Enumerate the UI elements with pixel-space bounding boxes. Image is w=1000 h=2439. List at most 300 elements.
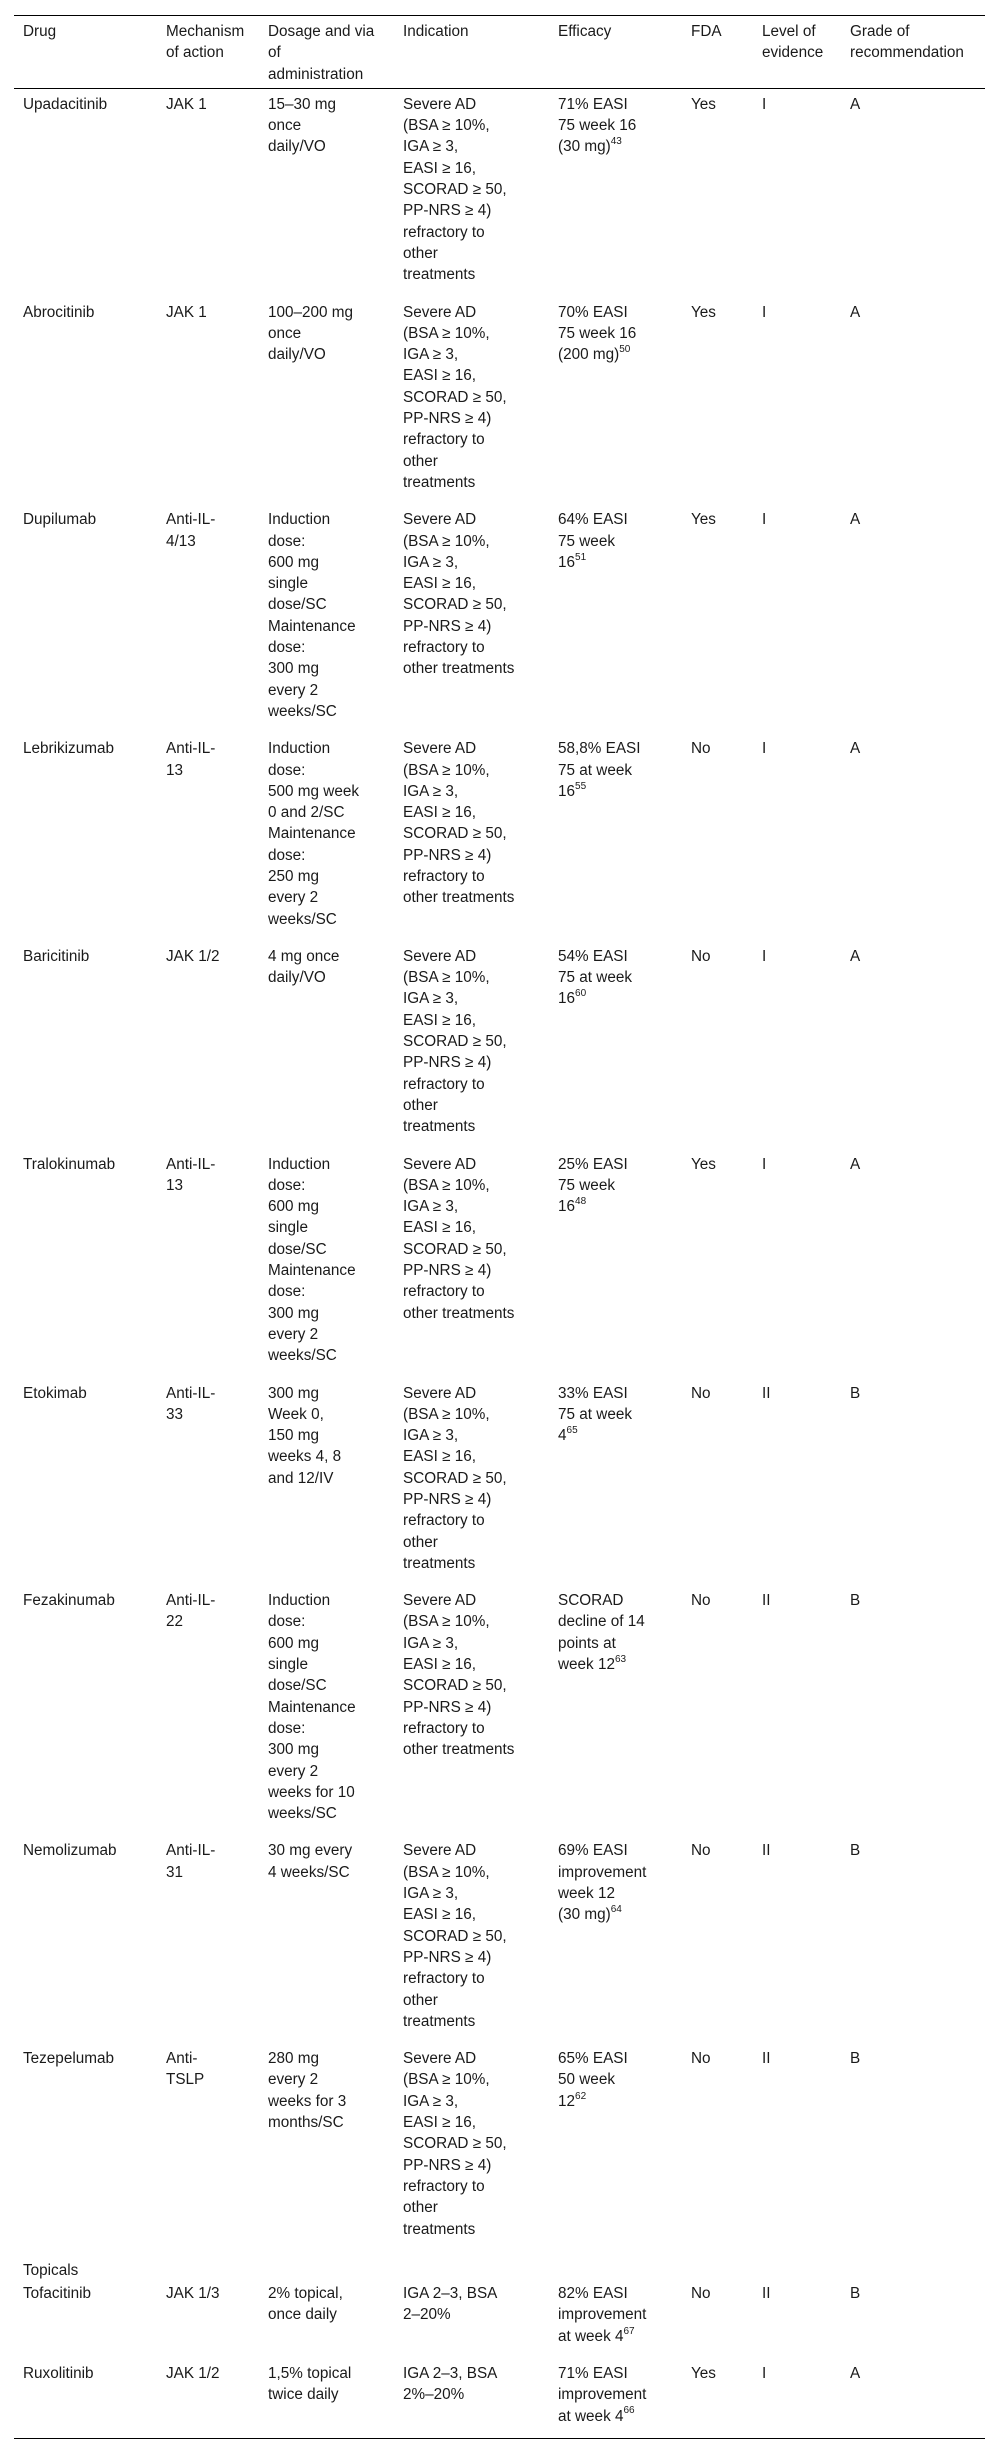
- cell-line: EASI ≥ 16,: [403, 575, 477, 593]
- cell-line: refractory to: [403, 2177, 485, 2195]
- cell-grade: A: [850, 740, 861, 758]
- cell-line: 22: [166, 1613, 184, 1631]
- cell-efficacy: [549, 2043, 682, 2251]
- cell-line: IGA 2–3, BSA: [403, 2285, 498, 2303]
- cell-indication: [394, 1378, 549, 1586]
- cell-line: Severe AD: [403, 947, 477, 965]
- cell-line: 30 mg every: [268, 1842, 353, 1860]
- cell-line: Severe AD: [403, 1155, 477, 1173]
- cell-line: Anti-: [166, 2050, 198, 2068]
- cell-line: refractory to: [403, 223, 485, 241]
- efficacy-text: (30 mg): [558, 138, 611, 156]
- cell-line: [558, 2283, 678, 2304]
- cell-line: [558, 1404, 678, 1425]
- efficacy-text: 50 week: [558, 2071, 615, 2089]
- cell-line: IGA ≥ 3,: [403, 782, 459, 800]
- cell-line: 2–20%: [403, 2306, 451, 2324]
- cell-line: twice daily: [268, 2386, 339, 2404]
- cell-drug: Ruxolitinib: [14, 2358, 157, 2438]
- cell-line: [558, 1654, 678, 1675]
- efficacy-text: 75 week: [558, 532, 615, 550]
- cell-line: every 2: [268, 1762, 319, 1780]
- cell-indication: [394, 88, 549, 296]
- cell-line: 31: [166, 1863, 184, 1881]
- table-row: [14, 1378, 985, 1586]
- cell-line: [558, 1633, 678, 1654]
- cell-efficacy: [549, 2281, 682, 2358]
- cell-line: Maintenance: [268, 617, 356, 635]
- cell-line: (BSA ≥ 10%,: [403, 532, 490, 550]
- efficacy-text: at week 4: [558, 2327, 624, 2345]
- efficacy-text: 75 week 16: [558, 324, 637, 342]
- cell-line: Severe AD: [403, 1842, 477, 1860]
- cell-line: [558, 2304, 678, 2325]
- cell-line: PP-NRS ≥ 4): [403, 410, 492, 428]
- cell-line: 300 mg: [268, 660, 320, 678]
- table-row: [14, 1835, 985, 2043]
- efficacy-text: 71% EASI: [558, 95, 628, 113]
- cell-line: [558, 1425, 678, 1446]
- cell-line: EASI ≥ 16,: [403, 2114, 477, 2132]
- efficacy-text: (200 mg): [558, 346, 620, 364]
- cell-line: EASI ≥ 16,: [403, 159, 477, 177]
- cell-grade: B: [850, 1592, 861, 1610]
- cell-line: dose:: [268, 761, 306, 779]
- cell-line: PP-NRS ≥ 4): [403, 202, 492, 220]
- cell-line: EASI ≥ 16,: [403, 1448, 477, 1466]
- cell-fda: Yes: [691, 95, 716, 113]
- cell-efficacy: [549, 941, 682, 1149]
- cell-mechanism: [157, 1149, 259, 1378]
- cell-line: (BSA ≥ 10%,: [403, 761, 490, 779]
- cell-line: Severe AD: [403, 740, 477, 758]
- cell-fda: Yes: [691, 303, 716, 321]
- efficacy-text: 75 at week: [558, 761, 632, 779]
- cell-fda: No: [691, 947, 711, 965]
- cell-line: 150 mg: [268, 1427, 320, 1445]
- cell-mechanism: [157, 733, 259, 941]
- cell-line: IGA ≥ 3,: [403, 346, 459, 364]
- efficacy-text: 71% EASI: [558, 2364, 628, 2382]
- cell-line: SCORAD ≥ 50,: [403, 596, 507, 614]
- cell-line: treatments: [403, 1118, 476, 1136]
- table-row: [14, 297, 985, 505]
- cell-line: [558, 760, 678, 781]
- cell-line: IGA ≥ 3,: [403, 138, 459, 156]
- cell-dosage: [259, 2358, 394, 2438]
- reference-superscript: 48: [575, 1196, 587, 1208]
- cell-line: Severe AD: [403, 1384, 477, 1402]
- efficacy-text: 12: [558, 2092, 576, 2110]
- cell-line: Maintenance: [268, 825, 356, 843]
- cell-line: 500 mg week: [268, 782, 359, 800]
- cell-level: II: [762, 2050, 771, 2068]
- cell-line: (BSA ≥ 10%,: [403, 1863, 490, 1881]
- efficacy-text: 65% EASI: [558, 2050, 628, 2068]
- cell-drug: Fezakinumab: [23, 1592, 115, 1610]
- cell-level: I: [762, 95, 767, 113]
- cell-level: I: [762, 1155, 767, 1173]
- cell-line: IGA ≥ 3,: [403, 1427, 459, 1445]
- cell-level: I: [762, 303, 767, 321]
- cell-line: [558, 946, 678, 967]
- cell-line: Severe AD: [403, 303, 477, 321]
- cell-line: Induction: [268, 1592, 331, 1610]
- cell-line: refractory to: [403, 639, 485, 657]
- reference-superscript: 50: [619, 344, 631, 356]
- reference-superscript: 63: [614, 1653, 627, 1665]
- efficacy-text: 25% EASI: [558, 1155, 628, 1173]
- cell-drug: Upadacitinib: [23, 95, 108, 113]
- cell-line: of: [268, 44, 281, 62]
- efficacy-text: decline of 14: [558, 1613, 645, 1631]
- cell-line: weeks 4, 8: [268, 1448, 342, 1466]
- cell-line: PP-NRS ≥ 4): [403, 1262, 492, 1280]
- cell-mechanism: [157, 1378, 259, 1586]
- cell-dosage: [259, 941, 394, 1149]
- cell-line: other treatments: [403, 1741, 515, 1759]
- cell-line: 300 mg: [268, 1304, 320, 1322]
- efficacy-text: 69% EASI: [558, 1842, 628, 1860]
- cell-line: SCORAD ≥ 50,: [403, 1033, 507, 1051]
- cell-indication: [394, 1149, 549, 1378]
- cell-line: PP-NRS ≥ 4): [403, 1698, 492, 1716]
- cell-line: [558, 1611, 678, 1632]
- cell-line: EASI ≥ 16,: [403, 804, 477, 822]
- cell-indication: [394, 504, 549, 733]
- cell-line: [558, 988, 678, 1009]
- header-dosage: [259, 16, 394, 89]
- cell-line: [558, 781, 678, 802]
- cell-line: dose/SC: [268, 1240, 327, 1258]
- efficacy-text: 33% EASI: [558, 1384, 628, 1402]
- header-efficacy: [549, 16, 682, 89]
- cell-drug: Dupilumab: [23, 511, 97, 529]
- cell-line: [558, 1840, 678, 1861]
- cell-dosage: [259, 2043, 394, 2251]
- cell-indication: [394, 2358, 549, 2438]
- cell-indication: [394, 2281, 549, 2358]
- cell-line: [558, 1590, 678, 1611]
- efficacy-text: points at: [558, 1634, 616, 1652]
- cell-line: refractory to: [403, 1075, 485, 1093]
- cell-indication: [394, 1835, 549, 2043]
- table-row: [14, 1149, 985, 1378]
- cell-line: 600 mg: [268, 1198, 320, 1216]
- efficacy-text: (30 mg): [558, 1906, 611, 1924]
- reference-superscript: 43: [610, 136, 622, 148]
- cell-line: 600 mg: [268, 1634, 320, 1652]
- cell-level: II: [762, 1842, 771, 1860]
- cell-line: dose/SC: [268, 596, 327, 614]
- cell-line: 100–200 mg: [268, 303, 354, 321]
- cell-drug: Lebrikizumab: [23, 740, 114, 758]
- cell-fda: Yes: [691, 511, 716, 529]
- cell-line: and 12/IV: [268, 1469, 334, 1487]
- cell-line: IGA ≥ 3,: [403, 1198, 459, 1216]
- table-body: [14, 88, 985, 2438]
- cell-line: [558, 1383, 678, 1404]
- cell-line: weeks/SC: [268, 1805, 337, 1823]
- cell-line: refractory to: [403, 1719, 485, 1737]
- cell-line: [558, 2326, 678, 2347]
- cell-line: other: [403, 1096, 438, 1114]
- table-row: [14, 2358, 985, 2438]
- cell-line: PP-NRS ≥ 4): [403, 1054, 492, 1072]
- cell-line: SCORAD ≥ 50,: [403, 2135, 507, 2153]
- cell-efficacy: [549, 733, 682, 941]
- cell-line: dose:: [268, 532, 306, 550]
- cell-efficacy: [549, 1585, 682, 1835]
- cell-line: Anti-IL-: [166, 1842, 216, 1860]
- efficacy-text: 75 at week: [558, 1405, 632, 1423]
- header-grade: [841, 16, 985, 89]
- cell-line: other treatments: [403, 889, 515, 907]
- cell-line: IGA 2–3, BSA: [403, 2364, 498, 2382]
- cell-line: [558, 738, 678, 759]
- cell-line: JAK 1: [166, 303, 207, 321]
- cell-line: other: [403, 1533, 438, 1551]
- cell-line: refractory to: [403, 1512, 485, 1530]
- cell-line: [558, 552, 678, 573]
- cell-line: 600 mg: [268, 553, 320, 571]
- table-row: [14, 1585, 985, 1835]
- efficacy-text: improvement: [558, 1863, 647, 1881]
- cell-line: [558, 2363, 678, 2384]
- cell-efficacy: [549, 1835, 682, 2043]
- cell-line: EASI ≥ 16,: [403, 1906, 477, 1924]
- cell-mechanism: [157, 504, 259, 733]
- cell-line: Maintenance: [268, 1262, 356, 1280]
- efficacy-text: improvement: [558, 2306, 647, 2324]
- cell-line: [558, 1175, 678, 1196]
- cell-line: dose:: [268, 1613, 306, 1631]
- reference-superscript: 64: [610, 1904, 622, 1916]
- cell-level: I: [762, 740, 767, 758]
- efficacy-text: 75 at week: [558, 969, 632, 987]
- cell-line: [558, 2069, 678, 2090]
- cell-line: Anti-IL-: [166, 1592, 216, 1610]
- cell-efficacy: [549, 2358, 682, 2438]
- cell-line: dose:: [268, 1719, 306, 1737]
- cell-fda: No: [691, 2050, 711, 2068]
- cell-line: 1,5% topical: [268, 2364, 352, 2382]
- cell-mechanism: [157, 2043, 259, 2251]
- cell-line: Severe AD: [403, 1592, 477, 1610]
- cell-line: once: [268, 324, 302, 342]
- cell-line: SCORAD ≥ 50,: [403, 388, 507, 406]
- cell-line: SCORAD ≥ 50,: [403, 181, 507, 199]
- cell-line: every 2: [268, 2071, 319, 2089]
- cell-line: (BSA ≥ 10%,: [403, 324, 490, 342]
- cell-drug: Baricitinib: [23, 947, 90, 965]
- header-drug: [14, 16, 157, 89]
- cell-fda: No: [691, 2285, 711, 2303]
- cell-line: 33: [166, 1405, 184, 1423]
- cell-line: EASI ≥ 16,: [403, 1219, 477, 1237]
- cell-line: dose/SC: [268, 1677, 327, 1695]
- cell-line: [558, 967, 678, 988]
- cell-line: (BSA ≥ 10%,: [403, 1405, 490, 1423]
- cell-line: evidence: [762, 44, 824, 62]
- cell-line: daily/VO: [268, 346, 326, 364]
- cell-line: 300 mg: [268, 1741, 320, 1759]
- cell-indication: [394, 297, 549, 505]
- cell-line: [558, 1883, 678, 1904]
- cell-line: SCORAD ≥ 50,: [403, 1469, 507, 1487]
- cell-line: (BSA ≥ 10%,: [403, 969, 490, 987]
- cell-line: other treatments: [403, 660, 515, 678]
- header-row: [14, 16, 985, 89]
- cell-line: [558, 2048, 678, 2069]
- cell-line: (BSA ≥ 10%,: [403, 117, 490, 135]
- cell-line: administration: [268, 65, 364, 83]
- cell-grade: B: [850, 2050, 861, 2068]
- cell-line: [558, 136, 678, 157]
- efficacy-text: 70% EASI: [558, 303, 628, 321]
- cell-grade: A: [841, 2358, 985, 2438]
- cell-line: PP-NRS ≥ 4): [403, 2156, 492, 2174]
- cell-efficacy: [549, 88, 682, 296]
- cell-fda: No: [691, 1384, 711, 1402]
- cell-line: [558, 344, 678, 365]
- cell-line: Anti-IL-: [166, 1384, 216, 1402]
- efficacy-text: 16: [558, 553, 576, 571]
- cell-efficacy: [549, 297, 682, 505]
- cell-line: refractory to: [403, 867, 485, 885]
- header-indication: [394, 16, 549, 89]
- cell-line: 13: [166, 1176, 184, 1194]
- cell-drug: Tralokinumab: [23, 1155, 116, 1173]
- table-row: [14, 88, 985, 296]
- cell-dosage: [259, 1149, 394, 1378]
- cell-line: PP-NRS ≥ 4): [403, 1948, 492, 1966]
- cell-efficacy: [549, 1149, 682, 1378]
- cell-line: treatments: [403, 2012, 476, 2030]
- reference-superscript: 65: [566, 1425, 578, 1437]
- cell-line: [558, 1904, 678, 1925]
- cell-line: weeks for 10: [268, 1783, 355, 1801]
- cell-line: Grade of: [850, 23, 910, 40]
- cell-line: other: [403, 452, 438, 470]
- cell-line: SCORAD ≥ 50,: [403, 1240, 507, 1258]
- cell-line: 280 mg: [268, 2050, 320, 2068]
- cell-line: Level of: [762, 23, 816, 40]
- cell-line: dose:: [268, 1283, 306, 1301]
- cell-line: PP-NRS ≥ 4): [403, 1491, 492, 1508]
- cell-line: 4/13: [166, 532, 196, 550]
- cell-line: 300 mg: [268, 1384, 320, 1402]
- efficacy-text: 4: [558, 1427, 567, 1445]
- cell-grade: A: [850, 95, 861, 113]
- cell-line: dose:: [268, 1176, 306, 1194]
- drug-table: [14, 15, 985, 2439]
- table-row: [14, 941, 985, 1149]
- cell-line: Drug: [23, 23, 57, 40]
- efficacy-text: 54% EASI: [558, 947, 628, 965]
- table-row: [14, 504, 985, 733]
- cell-line: IGA ≥ 3,: [403, 1885, 459, 1903]
- cell-level: II: [762, 1384, 771, 1402]
- cell-line: 250 mg: [268, 867, 320, 885]
- efficacy-text: week 12: [558, 1656, 615, 1674]
- cell-mechanism: [157, 2281, 259, 2358]
- cell-line: PP-NRS ≥ 4): [403, 846, 492, 864]
- cell-mechanism: [157, 2358, 259, 2438]
- cell-grade: A: [850, 303, 861, 321]
- cell-line: FDA: [691, 23, 722, 40]
- cell-line: Efficacy: [558, 23, 612, 40]
- cell-line: EASI ≥ 16,: [403, 367, 477, 385]
- efficacy-text: 16: [558, 1198, 576, 1216]
- cell-drug: Etokimab: [23, 1384, 87, 1402]
- table-row: [14, 2281, 985, 2358]
- cell-line: other: [403, 244, 438, 262]
- cell-line: [558, 2384, 678, 2405]
- efficacy-text: 82% EASI: [558, 2285, 628, 2303]
- cell-line: JAK 1/2: [166, 947, 220, 965]
- cell-line: 2%–20%: [403, 2386, 465, 2404]
- cell-mechanism: [157, 88, 259, 296]
- efficacy-text: 16: [558, 782, 576, 800]
- cell-mechanism: [157, 1835, 259, 2043]
- header-fda: [682, 16, 753, 89]
- cell-indication: [394, 733, 549, 941]
- cell-mechanism: [157, 941, 259, 1149]
- cell-line: recommendation: [850, 44, 964, 62]
- cell-line: IGA ≥ 3,: [403, 990, 459, 1008]
- cell-grade: B: [850, 1842, 861, 1860]
- cell-line: Maintenance: [268, 1698, 356, 1716]
- cell-line: every 2: [268, 889, 319, 907]
- cell-line: refractory to: [403, 1970, 485, 1988]
- header-mechanism: [157, 16, 259, 89]
- cell-line: treatments: [403, 473, 476, 491]
- cell-line: of action: [166, 44, 224, 62]
- cell-line: refractory to: [403, 1283, 485, 1301]
- cell-line: [558, 1196, 678, 1217]
- cell-grade: B: [850, 1384, 861, 1402]
- cell-line: JAK 1: [166, 95, 207, 113]
- cell-line: once daily: [268, 2306, 337, 2324]
- cell-line: Induction: [268, 1155, 331, 1173]
- reference-superscript: 55: [575, 780, 587, 792]
- cell-line: [558, 531, 678, 552]
- cell-line: IGA ≥ 3,: [403, 1634, 459, 1652]
- cell-indication: [394, 941, 549, 1149]
- cell-line: dose:: [268, 639, 306, 657]
- cell-line: daily/VO: [268, 969, 326, 987]
- cell-line: treatments: [403, 2220, 476, 2238]
- cell-line: Anti-IL-: [166, 740, 216, 758]
- cell-fda: No: [691, 1842, 711, 1860]
- cell-line: other: [403, 1991, 438, 2009]
- cell-line: [558, 115, 678, 136]
- cell-line: 0 and 2/SC: [268, 804, 345, 822]
- table-row: [14, 2043, 985, 2251]
- cell-line: IGA ≥ 3,: [403, 2092, 459, 2110]
- efficacy-text: SCORAD: [558, 1592, 624, 1610]
- cell-grade: A: [850, 1155, 861, 1173]
- cell-line: SCORAD ≥ 50,: [403, 1927, 507, 1945]
- cell-line: once: [268, 117, 302, 135]
- cell-line: other treatments: [403, 1304, 515, 1322]
- cell-line: Mechanism: [166, 23, 245, 40]
- cell-dosage: [259, 504, 394, 733]
- reference-superscript: 67: [623, 2325, 635, 2337]
- cell-efficacy: [549, 504, 682, 733]
- cell-indication: [394, 1585, 549, 1835]
